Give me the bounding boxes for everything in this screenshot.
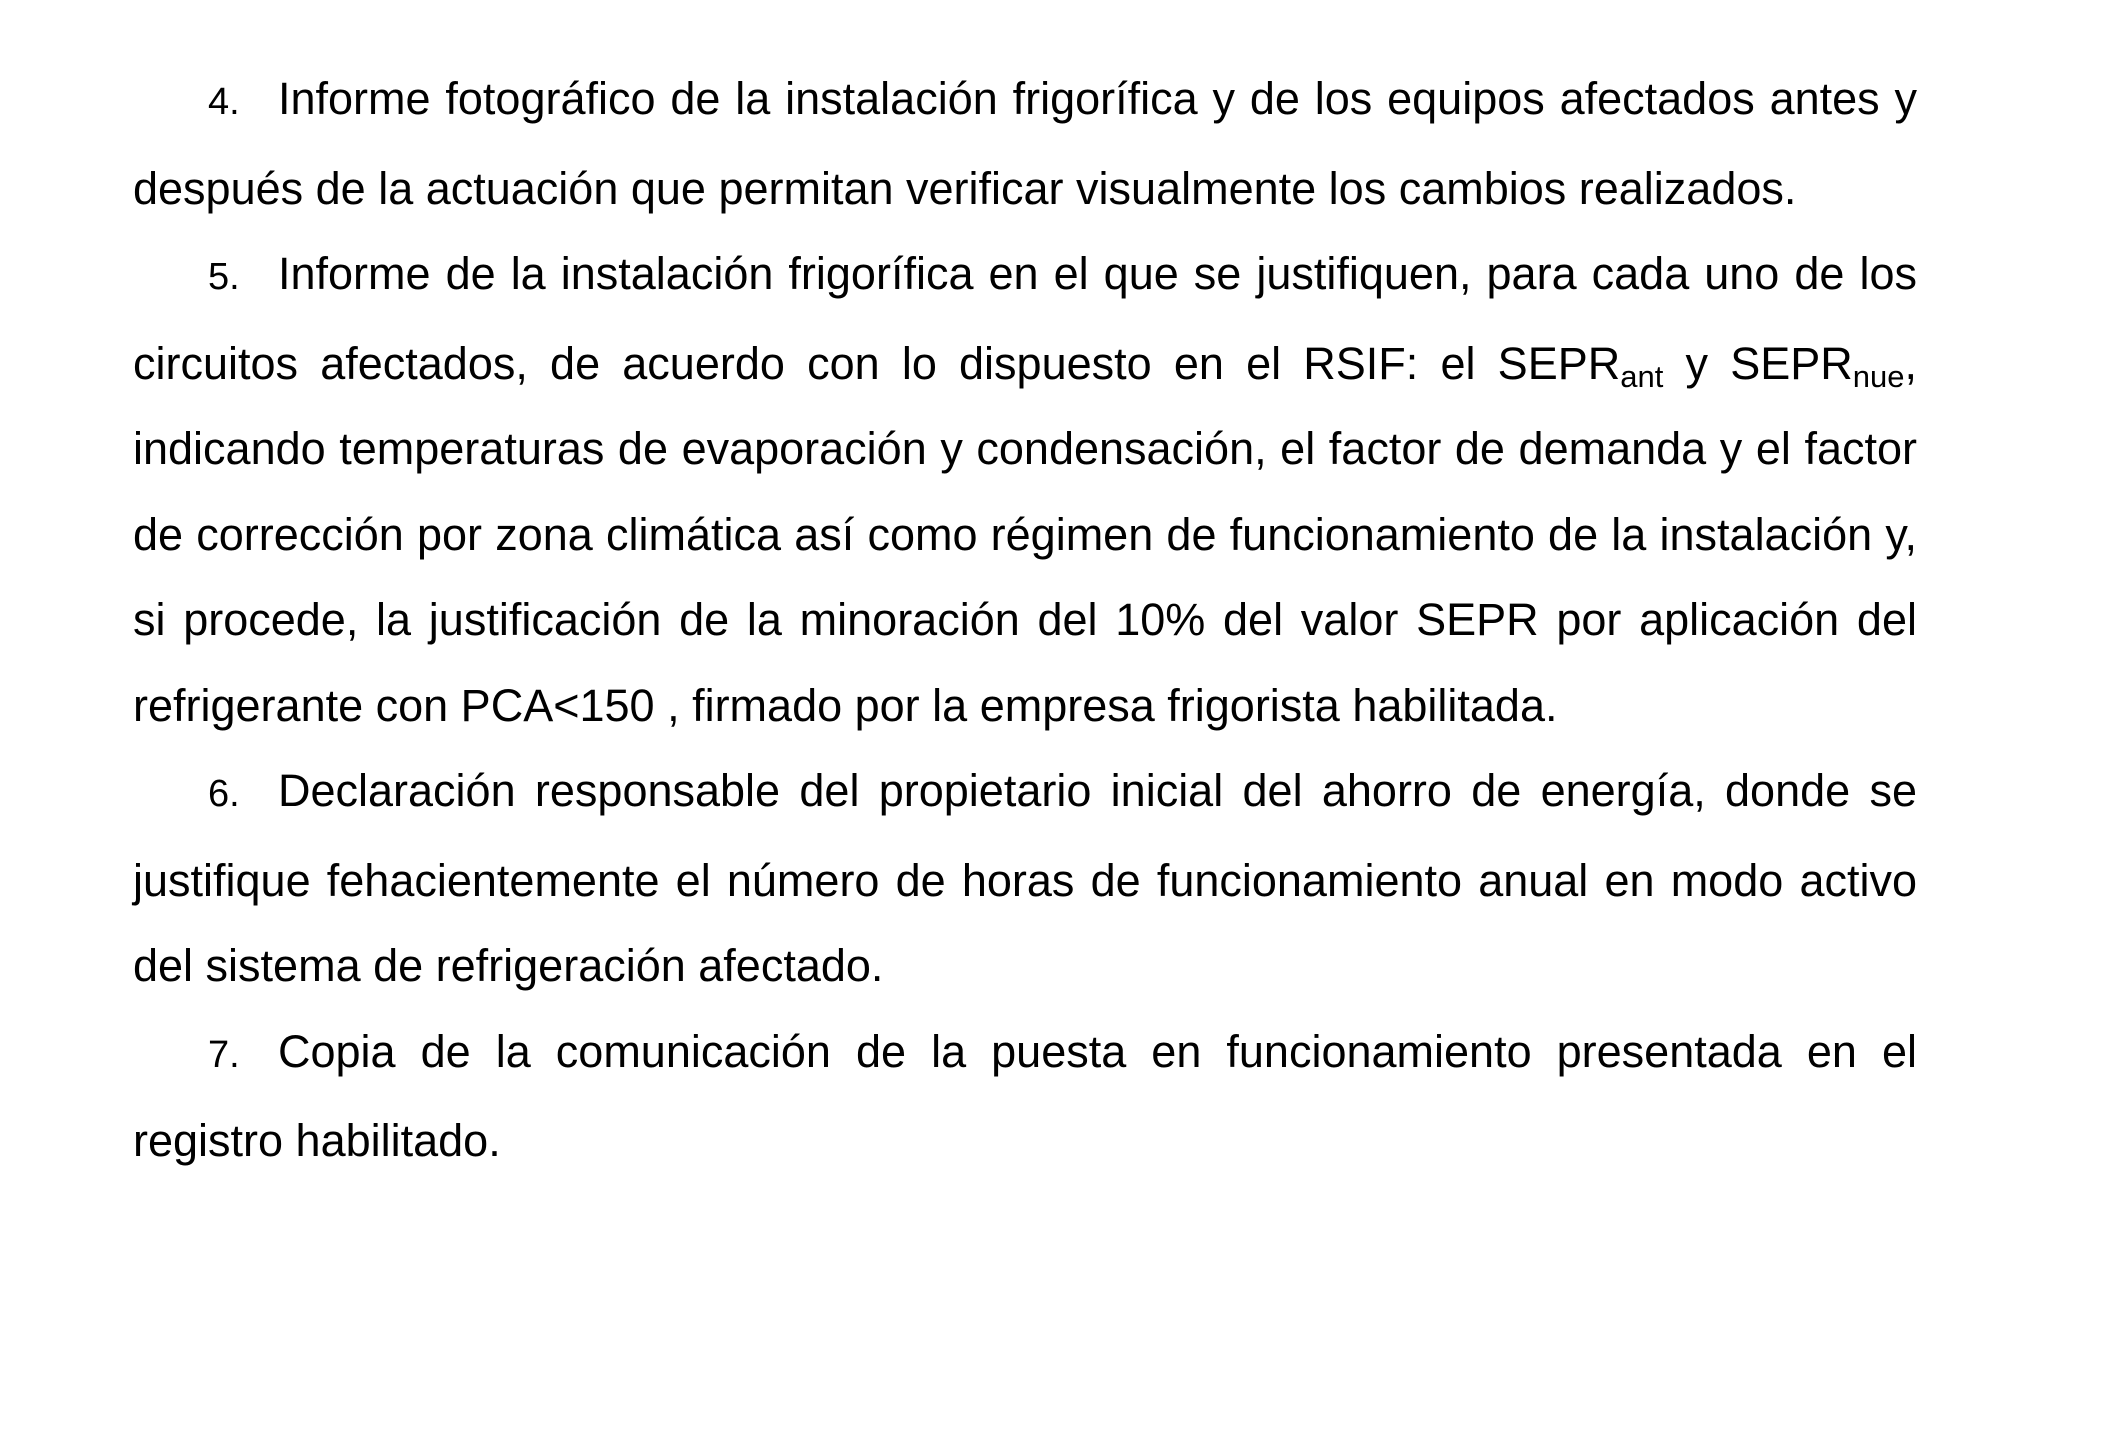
list-item-7	[133, 1009, 1917, 1184]
item-text-part-a: Informe de la instalación frigorífica en el que se justifiquen, para cada uno de los circuitos afectados, de acuerdo con lo dispuesto en el RSIF: el SEPR	[133, 248, 1917, 389]
item-number: 7.	[208, 1033, 240, 1076]
list-item-5	[133, 231, 1917, 748]
subscript-ant: ant	[1620, 358, 1664, 394]
subscript-nue: nue	[1852, 358, 1905, 394]
item-text-part-b: y SEPR	[1663, 337, 1853, 389]
item-text: Copia de la comunicación de la puesta en funcionamiento presentada en el registro habilitado.	[133, 1025, 1917, 1166]
document-page	[133, 56, 1917, 1184]
list-item-4	[133, 56, 1917, 231]
item-text: Informe fotográfico de la instalación frigorífica y de los equipos afectados antes y después de la actuación que permitan verificar visualmente los cambios realizados.	[133, 73, 1917, 214]
item-number: 6.	[208, 773, 240, 815]
item-text-part-c: , indicando temperaturas de evaporación y condensación, el factor de demanda y el factor de corrección por zona climática así como régimen de funcionamiento de la instalación y, si procede, la justificación de la minoración del 10% del valor SEPR por aplicación del refrigerante con PCA<150 , firmado por la empresa frigorista habilitada.	[133, 337, 1918, 731]
item-number: 5.	[208, 256, 240, 298]
item-number: 4.	[208, 81, 240, 123]
list-item-6	[133, 748, 1917, 1009]
item-text: Declaración responsable del propietario inicial del ahorro de energía, donde se justifique fehacientemente el número de horas de funcionamiento anual en modo activo del sistema de refrigeración afectado.	[133, 765, 1917, 991]
